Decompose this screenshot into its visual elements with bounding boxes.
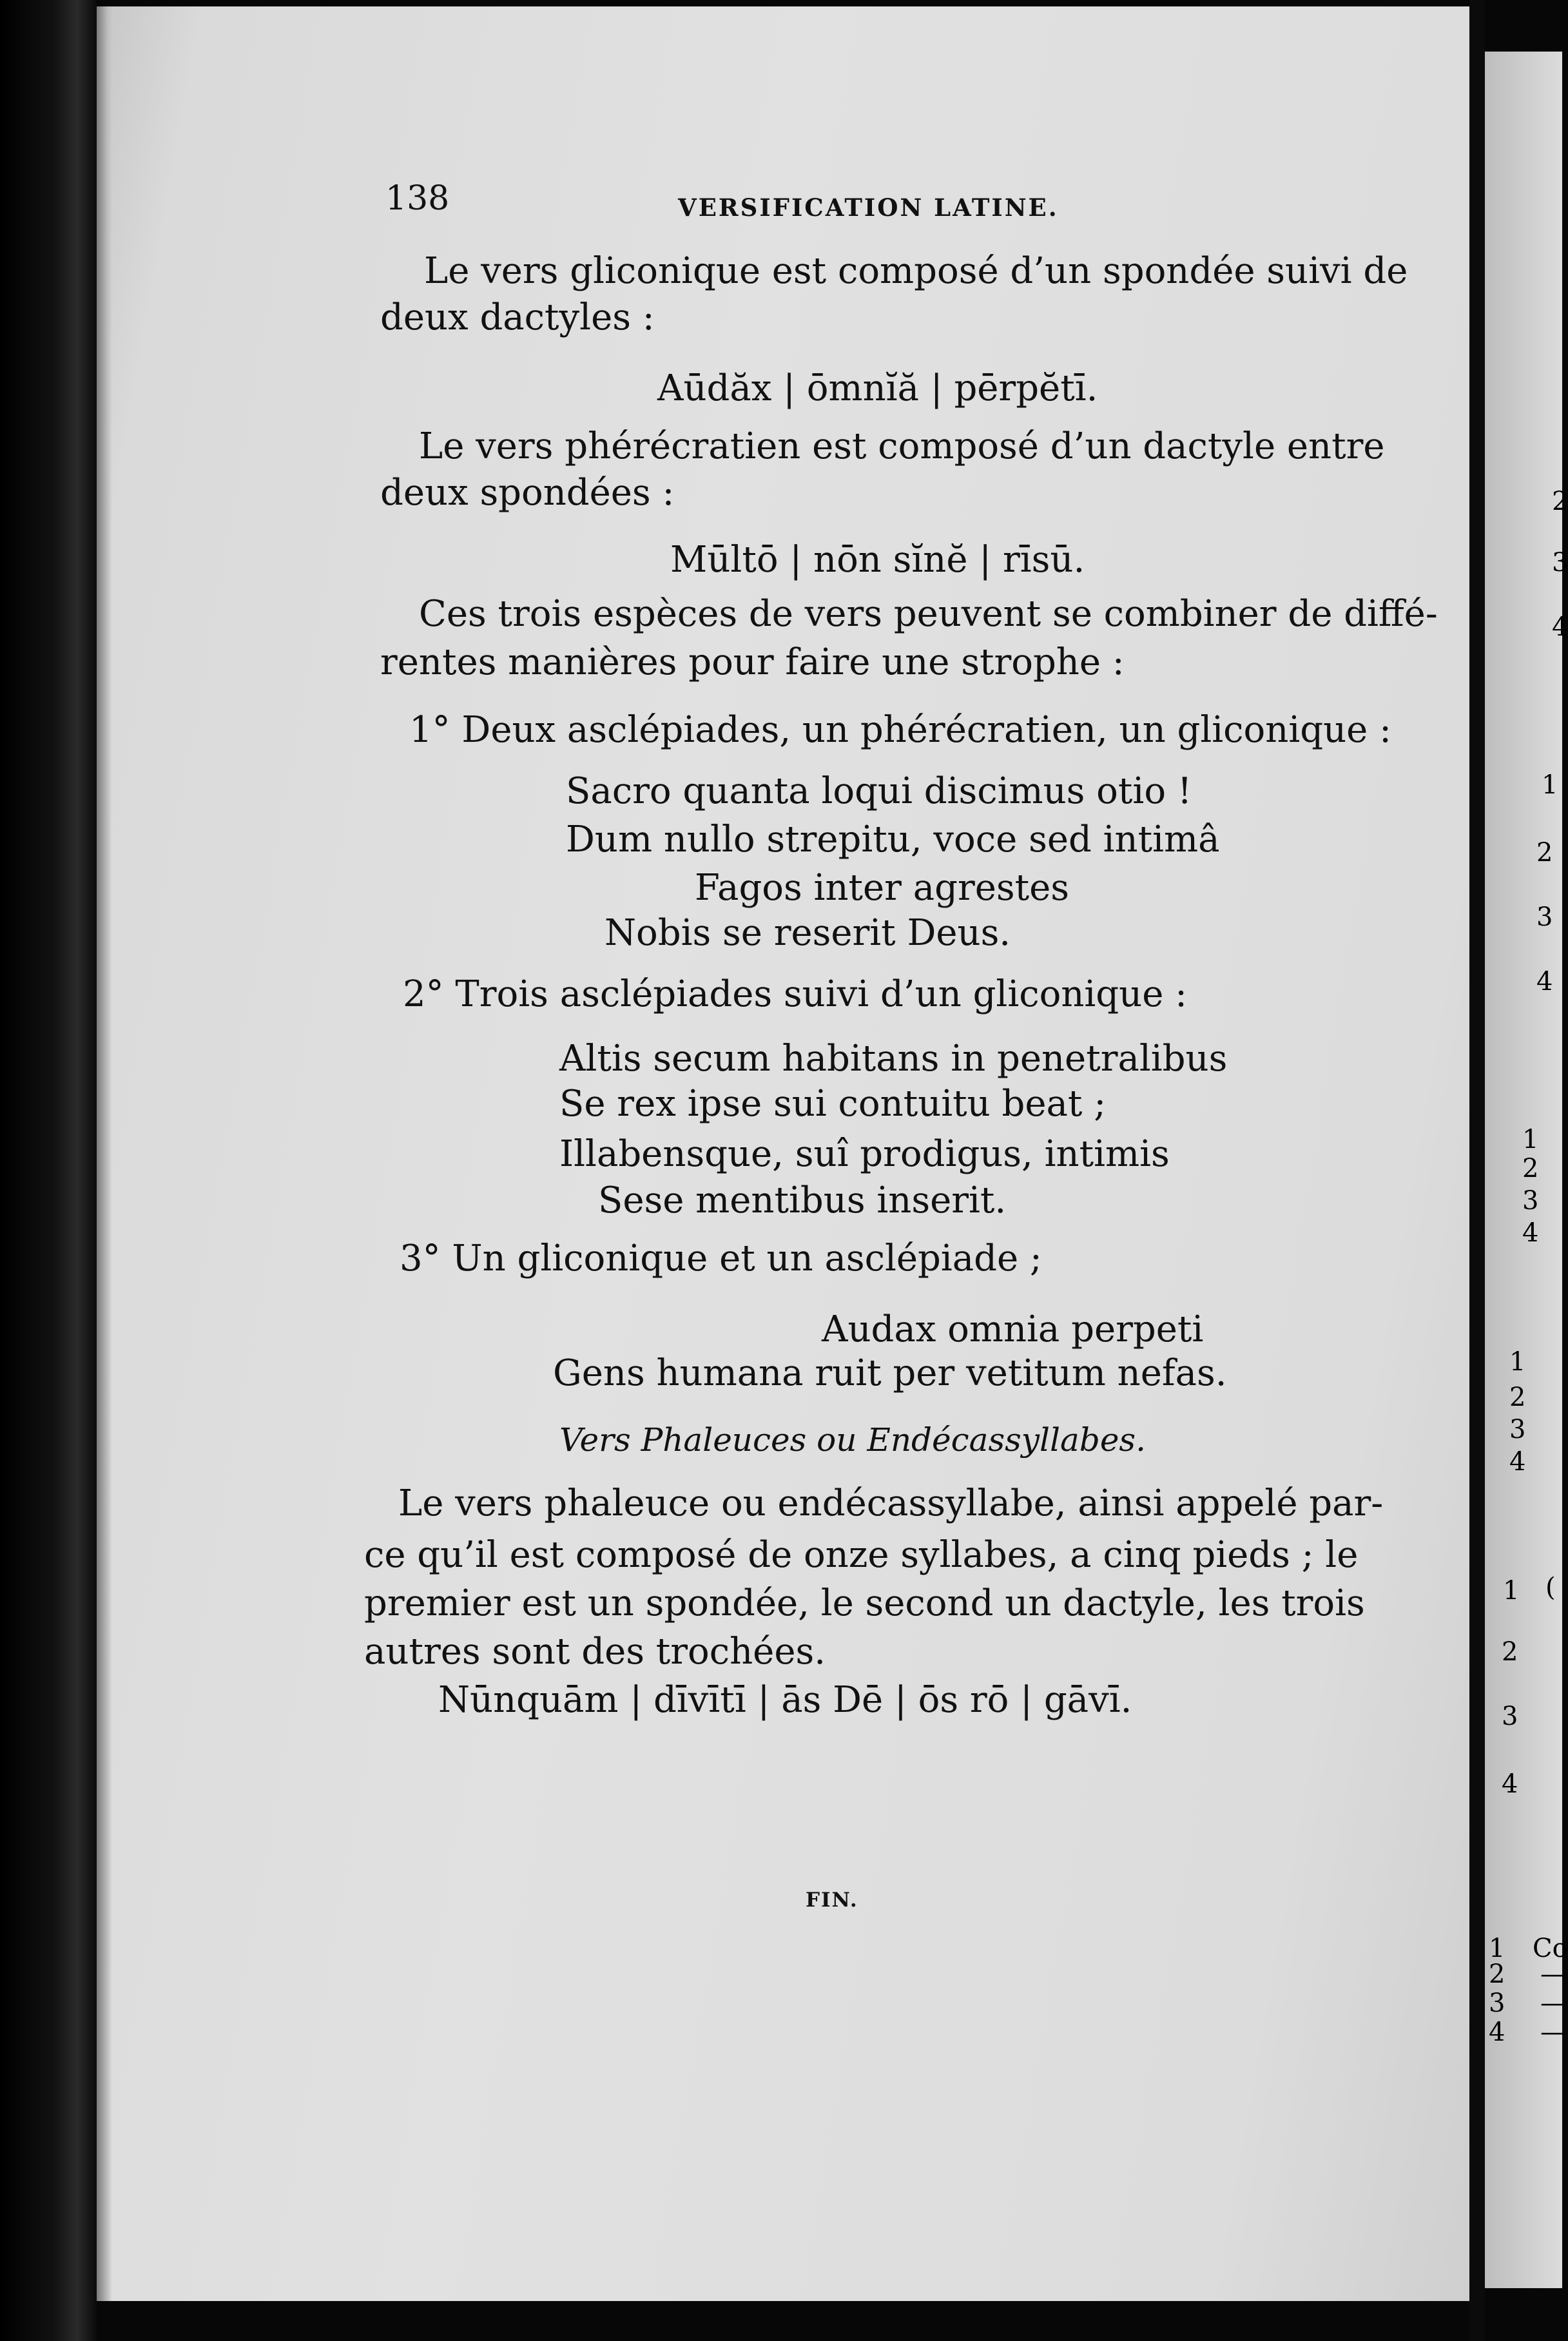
verse-line: Nobis se reserit Deus.: [605, 912, 1011, 954]
facing-page-fragment: Co: [1533, 1934, 1568, 1963]
verse-line: Sese mentibus inserit.: [598, 1180, 1007, 1221]
facing-page-number: 2: [1552, 487, 1568, 516]
facing-page-number: 3: [1552, 548, 1568, 578]
text-line: Ces trois espèces de vers peuvent se combiner de diffé-: [419, 593, 1438, 635]
facing-page-number: 2: [1509, 1383, 1526, 1412]
page-gutter: [1469, 0, 1485, 2341]
verse-line: Audax omnia perpeti: [822, 1308, 1204, 1350]
text-line: premier est un spondée, le second un dactyle, les trois: [364, 1582, 1365, 1624]
scansion-line: Mūltō | nōn sĭnĕ | rīsū.: [670, 539, 1085, 581]
text-line: Le vers phérécratien est composé d’un dactyle entre: [419, 425, 1385, 467]
page-number: 138: [385, 179, 450, 218]
running-head: VERSIFICATION LATINE.: [678, 193, 1059, 222]
facing-page-number: 1: [1489, 1934, 1505, 1963]
facing-page-number: 4: [1552, 612, 1568, 642]
verse-line: Sacro quanta loqui discimus otio !: [566, 770, 1192, 812]
facing-page-number: 4: [1489, 2017, 1505, 2047]
facing-page-number: 2: [1522, 1154, 1539, 1183]
facing-page-number: 4: [1536, 967, 1553, 996]
text-line: Le vers phaleuce ou endécassyllabe, ainsi appelé par-: [398, 1482, 1384, 1524]
facing-page-number: 1: [1509, 1347, 1526, 1377]
fin-mark: FIN.: [806, 1889, 858, 1912]
facing-page-number: 1: [1542, 770, 1558, 800]
facing-page-number: 3: [1522, 1186, 1539, 1216]
section-heading: Vers Phaleuces ou Endécassyllabes.: [559, 1421, 1146, 1459]
text-line: 1° Deux asclépiades, un phérécratien, un gliconique :: [409, 709, 1391, 751]
facing-page-number: 4: [1509, 1447, 1526, 1477]
book-spine-shadow: [0, 0, 97, 2341]
facing-page-number: 2: [1502, 1637, 1518, 1667]
facing-page-number: 3: [1536, 902, 1553, 932]
verse-line: Fagos inter agrestes: [695, 867, 1069, 909]
facing-page-number: 4: [1522, 1218, 1539, 1248]
facing-page-number: 1: [1503, 1576, 1520, 1606]
facing-page-number: 3: [1502, 1702, 1518, 1731]
text-line: autres sont des trochées.: [364, 1631, 826, 1673]
facing-page-number: 3: [1489, 1988, 1505, 2018]
facing-page-number: 2: [1536, 838, 1553, 868]
facing-page-number: 3: [1509, 1415, 1526, 1444]
facing-page-number: 1: [1522, 1125, 1539, 1154]
book-page: [97, 6, 1469, 2301]
scansion-line: Aūdăx | ōmnĭă | pērpĕtī.: [657, 367, 1098, 409]
facing-page-number: 2: [1489, 1959, 1505, 1989]
facing-page-fragment: —: [1540, 2017, 1566, 2047]
text-line: ce qu’il est composé de onze syllabes, a cinq pieds ; le: [364, 1534, 1359, 1576]
verse-line: Illabensque, suî prodigus, intimis: [559, 1133, 1170, 1175]
facing-page-fragment: —: [1540, 1959, 1566, 1989]
scansion-line: Nūnquām | dīvītī | ās Dē | ōs rō | gāvī.: [438, 1679, 1132, 1721]
text-line: rentes manières pour faire une strophe :: [380, 641, 1125, 683]
verse-line: Se rex ipse sui contuitu beat ;: [559, 1083, 1107, 1125]
verse-line: Altis secum habitans in penetralibus: [559, 1038, 1228, 1080]
text-line: 2° Trois asclépiades suivi d’un gliconique :: [403, 973, 1188, 1015]
facing-page-fragment: (: [1545, 1573, 1556, 1602]
text-line: deux spondées :: [380, 472, 675, 514]
verse-line: Gens humana ruit per vetitum nefas.: [553, 1352, 1227, 1394]
text-line: Le vers gliconique est composé d’un spondée suivi de: [424, 250, 1408, 292]
facing-page-number: 4: [1502, 1769, 1518, 1799]
text-line: deux dactyles :: [380, 296, 655, 338]
verse-line: Dum nullo strepitu, voce sed intimâ: [566, 819, 1220, 860]
facing-page-fragment: —: [1540, 1988, 1566, 2018]
text-line: 3° Un gliconique et un asclépiade ;: [400, 1238, 1042, 1279]
